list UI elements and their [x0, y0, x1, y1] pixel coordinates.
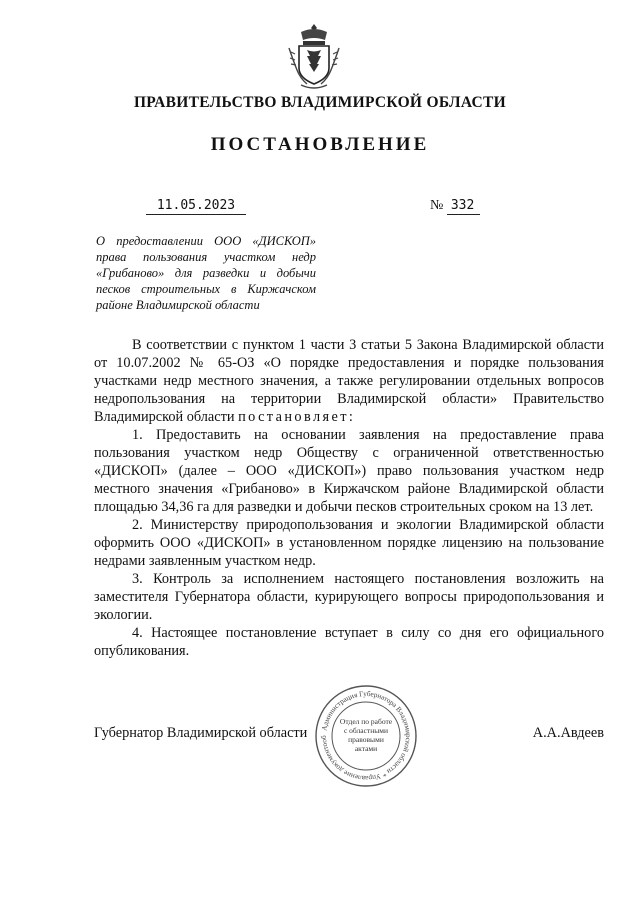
clause-3: 3. Контроль за исполнением настоящего постановления возложить на заместителя Губернатора области, курирующего вопросы природопользования и экологии. [94, 571, 604, 623]
coat-of-arms-icon [287, 22, 341, 90]
number-label: № [430, 198, 444, 213]
clause-1: 1. Предоставить на основании заявления на предоставление права пользования участком недр Обществу с ограниченной ответственностью «ДИСКОП» (далее – ООО «ДИСКОП») право пользования участком недр местного значения «Грибаново» в Киржачском районе Владимирской области площадью 34,36 га для разведки и добычи песков строительных сроком на 13 лет. [94, 427, 604, 515]
document-date: 11.05.2023 [146, 198, 246, 215]
signatory-position: Губернатор Владимирской области [94, 725, 308, 741]
preamble-text: В соответствии с пунктом 1 части 3 статьи 5 Закона Владимирской области от 10.07.2002 № 65-ОЗ «О порядке предоставления и порядке пользования участками недр местного значения, а также регулировании отдельных вопросов недропользования на территории Владимирской области» Правительство Владимирской области [94, 337, 604, 425]
document-body [94, 336, 604, 660]
stamp-center-text: Отдел по работе с областными правовыми актами [339, 717, 393, 753]
issuing-authority: ПРАВИТЕЛЬСТВО ВЛАДИМИРСКОЙ ОБЛАСТИ [133, 94, 507, 111]
resolves-text: постановляет: [238, 409, 356, 425]
preamble-paragraph [94, 336, 604, 426]
stamp-ring-text: Администрация Губернатора Владимирской области * Управление документооб [319, 689, 413, 783]
number-value: 332 [447, 198, 480, 215]
document-number [430, 198, 505, 214]
official-stamp [314, 684, 418, 788]
signatory-name: А.А.Авдеев [532, 725, 604, 741]
clause-4: 4. Настоящее постановление вступает в силу со дня его официального опубликования. [94, 625, 604, 659]
document-type-title: ПОСТАНОВЛЕНИЕ [210, 134, 430, 155]
clause-2: 2. Министерству природопользования и экологии Владимирской области оформить ООО «ДИСКОП» в установленном порядке лицензию на пользование недрами заявленным участком недр. [94, 517, 604, 569]
document-subject: О предоставлении ООО «ДИСКОП» права пользования участком недр «Грибаново» для разведки и добычи песков строительных в Киржачском районе Владимирской области [96, 234, 316, 312]
